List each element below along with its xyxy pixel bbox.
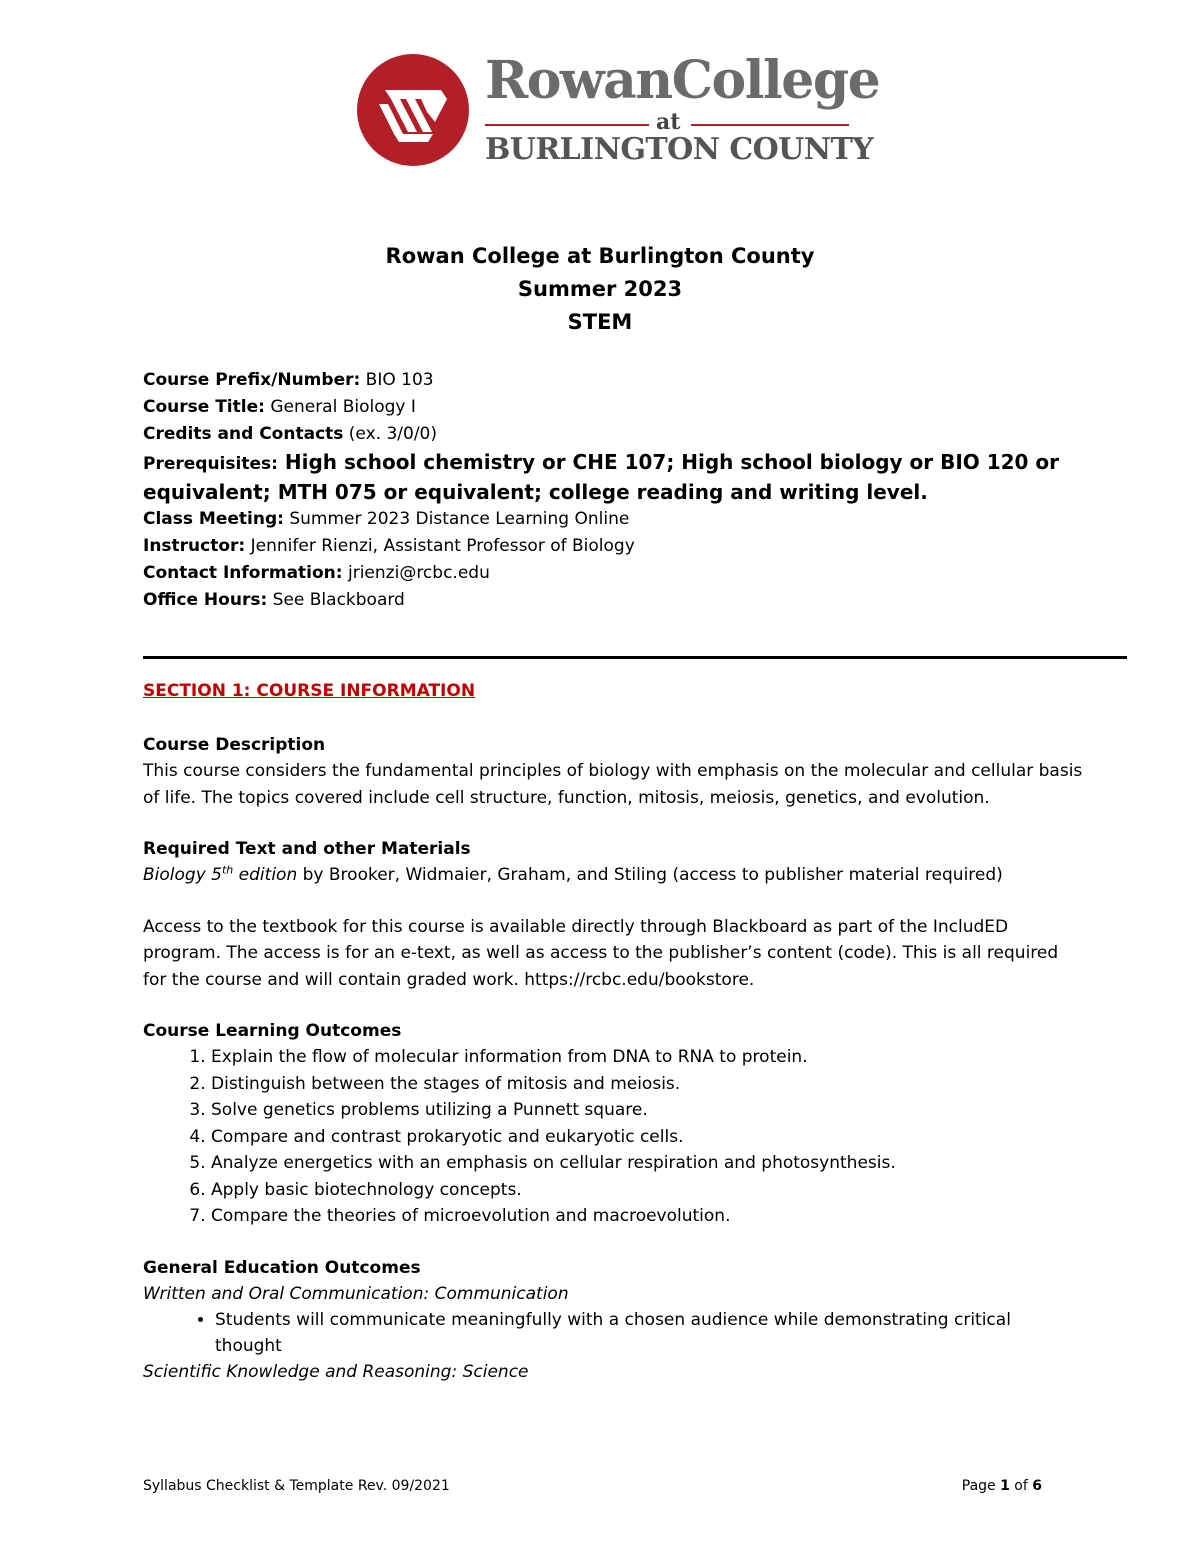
course-description-heading: Course Description [143,735,326,755]
gen-ed-science-subheading: Scientific Knowledge and Reasoning: Science [143,1362,529,1382]
footer-template-rev: Syllabus Checklist & Template Rev. 09/2021 [143,1478,450,1494]
logo-wordmark: RowanCollege [485,50,880,111]
book-title-sup: th [221,863,234,877]
book-title [143,865,297,885]
page-word: Page [961,1478,1001,1494]
instructor-value: Jennifer Rienzi, Assistant Professor of Biology [245,536,635,556]
list-item: 1. Explain the flow of molecular information from DNA to RNA to protein. [211,1044,1083,1071]
prerequisites-row [143,448,1063,478]
prerequisites-label: Prerequisites: [143,454,278,474]
textbook-access-text: Access to the textbook for this course is available directly through Blackboard as part of the IncludED program. The access is for an e-text, as well as access to the publisher’s content (code). This is all required for the course and will contain graded work. https://rcbc.edu/bookstore. [143,916,1059,990]
course-info [143,367,1063,614]
college-logo [355,50,880,178]
office-hours-value: See Blackboard [267,590,405,610]
course-prefix-row [143,367,1063,394]
contact-row [143,560,1063,587]
section-divider [143,656,1127,659]
book-details: by Brooker, Widmaier, Graham, and Stiling (access to publisher material required) [297,865,1003,885]
logo-rule-left [485,124,649,126]
list-item: 7. Compare the theories of microevolution and macroevolution. [211,1203,1083,1230]
learning-outcomes-heading: Course Learning Outcomes [143,1021,402,1041]
rowan-college-emblem-icon [355,52,471,168]
course-prefix-value: BIO 103 [360,370,434,390]
course-description-text: This course considers the fundamental principles of biology with emphasis on the molecular and cellular basis of life. The topics covered include cell structure, function, mitosis, meiosis, genetics, and evolution. [143,761,1083,808]
class-meeting-label: Class Meeting: [143,509,284,529]
list-item: 3. Solve genetics problems utilizing a Punnett square. [211,1097,1083,1124]
page-of: of [1009,1478,1033,1494]
instructor-label: Instructor: [143,536,246,556]
contact-label: Contact Information: [143,563,343,583]
page-current: 1 [1000,1478,1010,1494]
gen-ed-outcomes-heading: General Education Outcomes [143,1257,421,1278]
book-title-edition: edition [233,865,298,885]
contact-email[interactable]: jrienzi@rcbc.edu [342,563,490,583]
required-text-heading: Required Text and other Materials [143,839,471,859]
title-block [0,240,1200,339]
office-hours-row [143,587,1063,614]
college-name: Rowan College at Burlington County [385,244,815,268]
learning-outcomes-list [143,1044,1083,1230]
division: STEM [567,310,633,334]
class-meeting-row [143,506,1063,533]
course-prefix-label: Course Prefix/Number: [143,370,361,390]
list-item: 4. Compare and contrast prokaryotic and eukaryotic cells. [211,1124,1083,1151]
list-item: 2. Distinguish between the stages of mitosis and meiosis. [211,1071,1083,1098]
footer-page-number [962,1476,1042,1496]
gen-ed-communication-subheading: Written and Oral Communication: Communication [143,1283,569,1304]
list-item: 6. Apply basic biotechnology concepts. [211,1177,1083,1204]
logo-rule-right [691,124,849,126]
office-hours-label: Office Hours: [143,590,268,610]
credits-value: (ex. 3/0/0) [343,424,437,444]
prerequisites-value-line1: High school chemistry or CHE 107; High school biology or BIO 120 or [277,450,1060,474]
instructor-row [143,533,1063,560]
prerequisites-row-2 [143,478,1063,506]
required-text-book [143,862,1083,889]
credits-label: Credits and Contacts [143,424,344,444]
gen-ed-communication-list [143,1307,1083,1359]
book-title-main: Biology 5 [143,865,222,885]
list-item: • Students will communicate meaningfully with a chosen audience while demonstrating critical thought [215,1307,1083,1359]
course-title-label: Course Title: [143,397,265,417]
logo-county: BURLINGTON COUNTY [485,132,874,167]
credits-row [143,421,1063,448]
course-title-row [143,394,1063,421]
course-title-value: General Biology I [264,397,416,417]
section-1 [143,678,1083,1386]
list-item: 5. Analyze energetics with an emphasis on cellular respiration and photosynthesis. [211,1150,1083,1177]
page-total: 6 [1032,1478,1042,1494]
term: Summer 2023 [517,277,683,301]
prerequisites-value-line2: equivalent; MTH 075 or equivalent; college reading and writing level. [143,480,928,504]
section-1-title: SECTION 1: COURSE INFORMATION [143,681,476,701]
class-meeting-value: Summer 2023 Distance Learning Online [283,509,630,529]
logo-at: at [656,109,681,135]
